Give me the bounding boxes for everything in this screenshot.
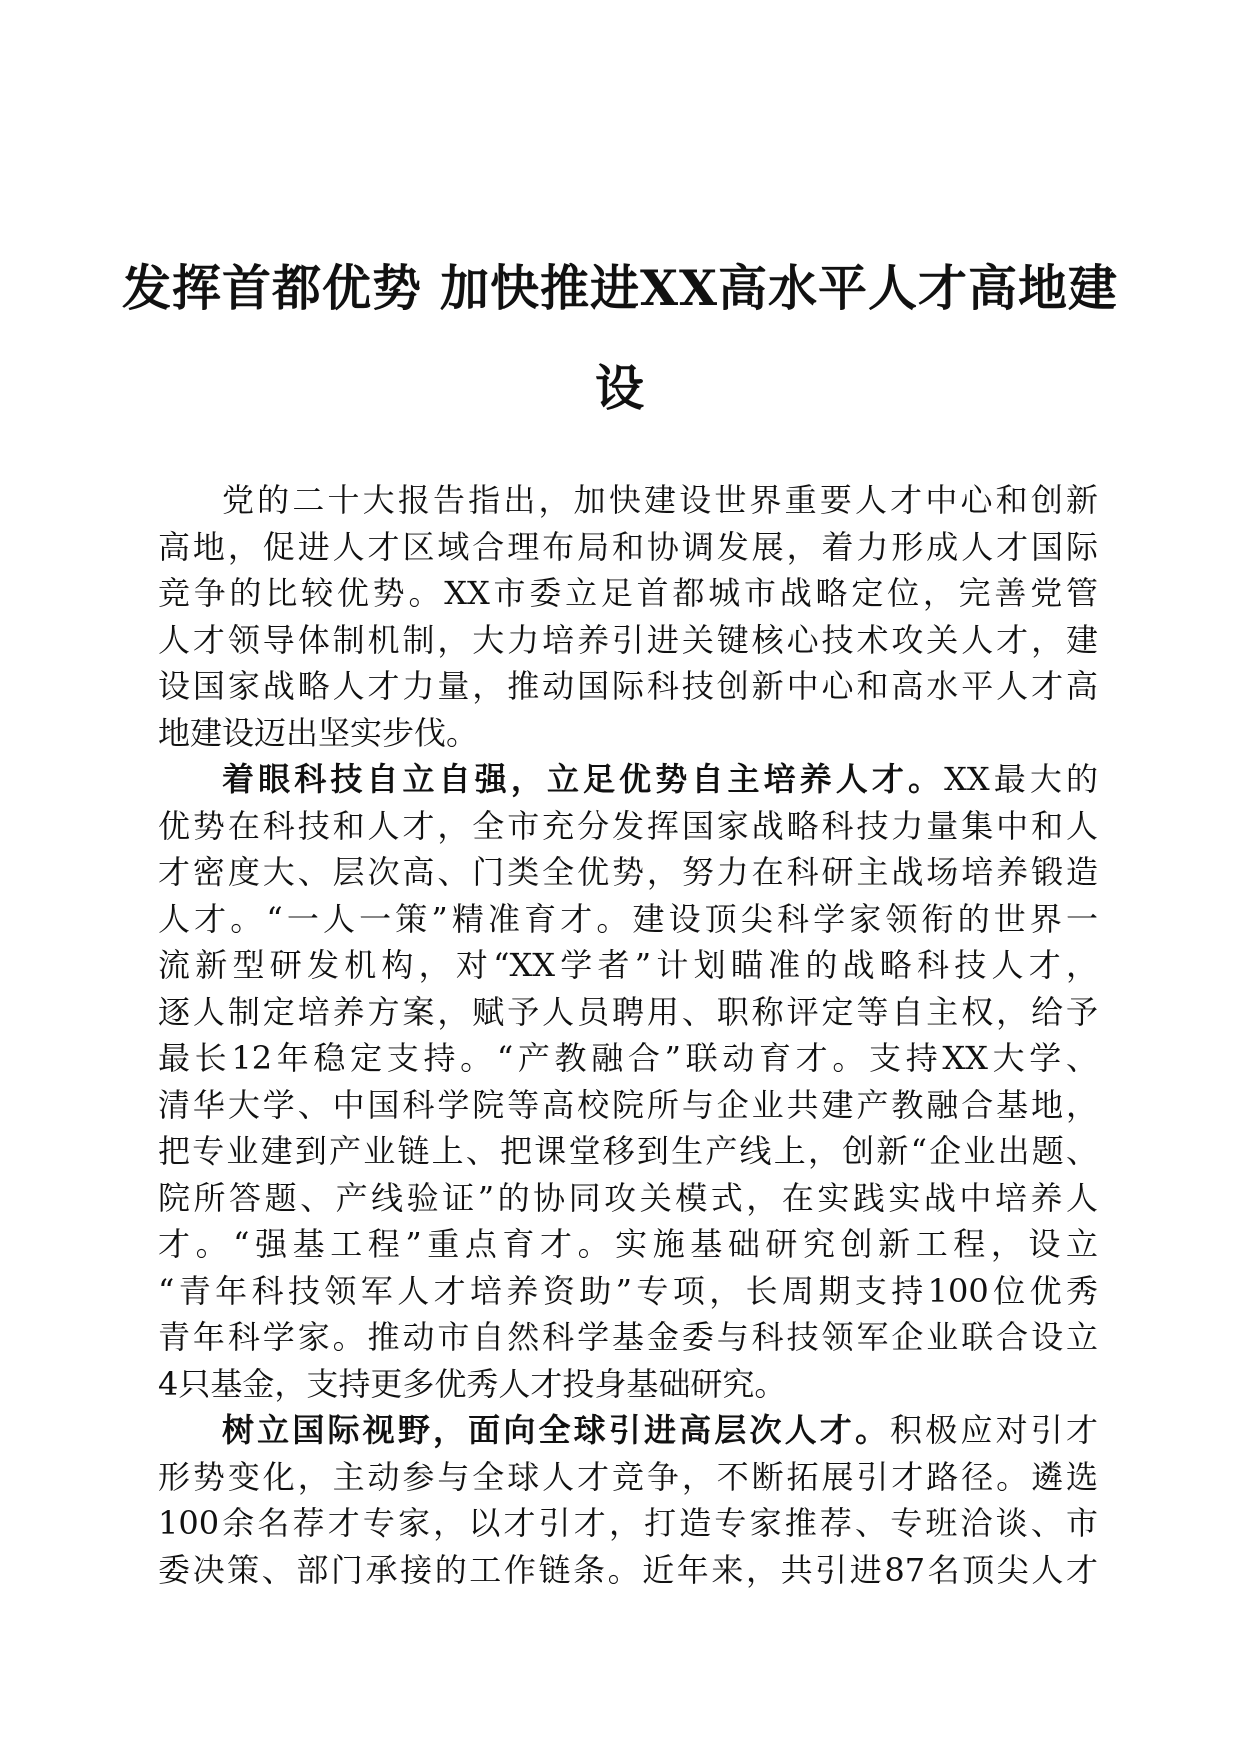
paragraph-line: 流新型研发机构，对“XX学者”计划瞄准的战略科技人才， (158, 946, 1098, 984)
paragraph-text: XX最大的 (944, 760, 1098, 798)
paragraph-line: 地建设迈出坚实步伐。 (158, 713, 479, 752)
paragraph-line: 人才。“一人一策”精准育才。建设顶尖科学家领衔的世界一 (158, 899, 1098, 938)
document-body (158, 477, 1098, 1593)
title-line: 设 (594, 359, 645, 417)
paragraph-line: 优势在科技和人才，全市充分发挥国家战略科技力量集中和人 (158, 806, 1098, 845)
paragraph-intro (158, 477, 1098, 756)
paragraph-line: 设国家战略人才力量，推动国际科技创新中心和高水平人才高 (158, 667, 1098, 705)
paragraph-line: 100余名荐才专家，以才引才，打造专家推荐、专班洽谈、市 (158, 1504, 1098, 1542)
paragraph-talent-cultivation (158, 756, 1098, 1407)
paragraph-line: 最长12年稳定支持。“产教融合”联动育才。支持XX大学、 (158, 1039, 1098, 1077)
paragraph-line: 清华大学、中国科学院等高校院所与企业共建产教融合基地， (158, 1085, 1098, 1124)
paragraph-line: 4只基金，支持更多优秀人才投身基础研究。 (158, 1364, 787, 1403)
paragraph-line: 高地，促进人才区域合理布局和协调发展，着力形成人才国际 (158, 527, 1098, 566)
paragraph-line: 院所答题、产线验证”的协同攻关模式，在实践实战中培养人 (158, 1178, 1098, 1217)
paragraph-line: 党的二十大报告指出，加快建设世界重要人才中心和创新 (222, 481, 1098, 519)
paragraph-line: 青年科学家。推动市自然科学基金委与科技领军企业联合设立 (158, 1318, 1098, 1356)
paragraph-line: 竞争的比较优势。XX市委立足首都城市战略定位，完善党管 (158, 574, 1098, 612)
paragraph-line: 形势变化，主动参与全球人才竞争，不断拓展引才路径。遴选 (158, 1457, 1098, 1496)
section-heading: 树立国际视野，面向全球引进高层次人才。 (222, 1411, 891, 1449)
paragraph-talent-recruitment (158, 1407, 1098, 1593)
paragraph-first-line (158, 756, 1098, 803)
paragraph-line: 人才领导体制机制，大力培养引进关键核心技术攻关人才，建 (158, 620, 1098, 659)
paragraph-line: 才。“强基工程”重点育才。实施基础研究创新工程，设立 (158, 1225, 1098, 1263)
paragraph-line: 才密度大、层次高、门类全优势，努力在科研主战场培养锻造 (158, 853, 1098, 891)
paragraph-text: 积极应对引才 (890, 1411, 1098, 1449)
paragraph-line: “青年科技领军人才培养资助”专项，长周期支持100位优秀 (158, 1271, 1098, 1310)
paragraph-line: 把专业建到产业链上、把课堂移到生产线上，创新“企业出题、 (158, 1132, 1098, 1170)
section-heading: 着眼科技自立自强，立足优势自主培养人才。 (222, 760, 945, 798)
title-line: 发挥首都优势 加快推进XX高水平人才高地建 (121, 259, 1119, 317)
paragraph-line: 逐人制定培养方案，赋予人员聘用、职称评定等自主权，给予 (158, 992, 1098, 1031)
paragraph-first-line (158, 1407, 1098, 1454)
document-title (120, 238, 1120, 438)
paragraph-line: 委决策、部门承接的工作链条。近年来，共引进87名顶尖人才 (158, 1550, 1098, 1589)
